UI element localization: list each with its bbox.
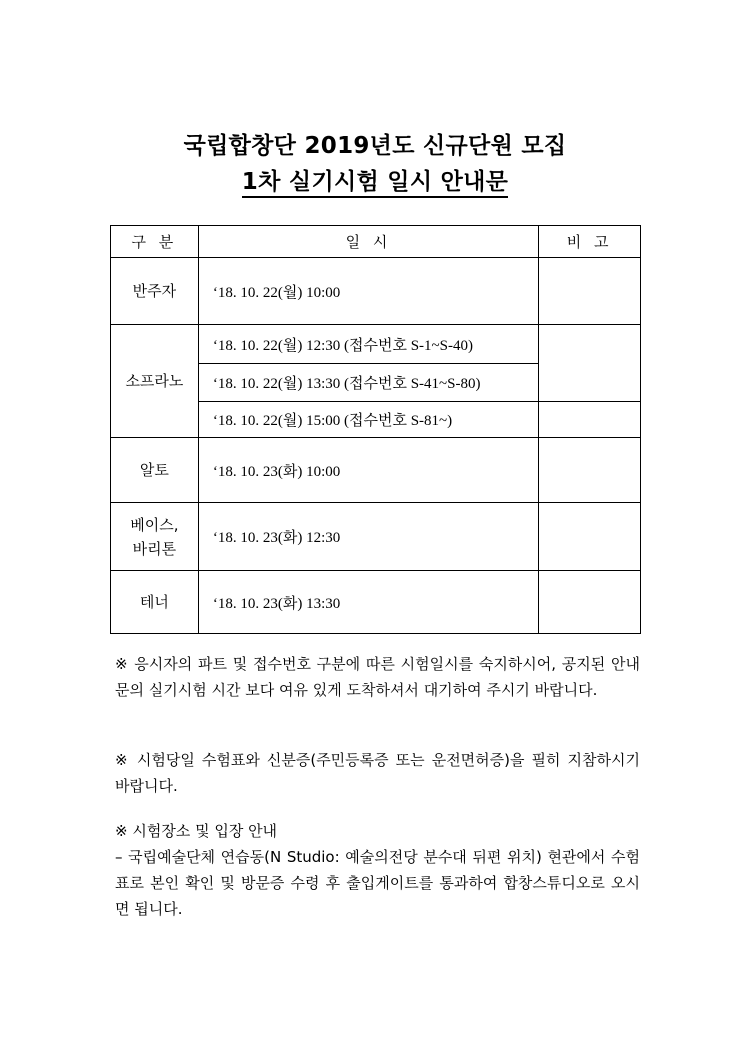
header-datetime: 일 시 — [198, 226, 538, 258]
remarks-cell — [539, 503, 641, 571]
remarks-cell — [539, 258, 641, 325]
part-soprano: 소프라노 — [111, 325, 199, 438]
datetime-cell: ‘18. 10. 22(월) 13:30 (접수번호 S-41~S-80) — [198, 364, 538, 402]
table-row — [111, 571, 641, 634]
remarks-cell — [539, 438, 641, 503]
remarks-cell — [539, 402, 641, 438]
datetime-cell: ‘18. 10. 23(화) 12:30 — [198, 503, 538, 571]
table-header-row — [111, 226, 641, 258]
page-subtitle: 1차 실기시험 일시 안내문 — [0, 163, 750, 196]
datetime-cell: ‘18. 10. 22(월) 15:00 (접수번호 S-81~) — [198, 402, 538, 438]
table-row — [111, 325, 641, 364]
part-accompanist: 반주자 — [111, 258, 199, 325]
schedule-table — [110, 225, 641, 634]
note-venue — [115, 818, 640, 922]
datetime-cell: ‘18. 10. 23(화) 13:30 — [198, 571, 538, 634]
remarks-cell — [539, 571, 641, 634]
datetime-cell: ‘18. 10. 22(월) 10:00 — [198, 258, 538, 325]
table-row — [111, 258, 641, 325]
note-venue-title: ※ 시험장소 및 입장 안내 — [115, 822, 278, 840]
table-row — [111, 438, 641, 503]
note-venue-body: – 국립예술단체 연습동(N Studio: 예술의전당 분수대 뒤편 위치) 현관에서 수험표로 본인 확인 및 방문증 수령 후 출입게이트를 통과하여 합창스튜디오로 오시면 됩니다. — [115, 848, 640, 918]
table-row — [111, 503, 641, 571]
part-bass-baritone: 베이스, 바리톤 — [111, 503, 199, 571]
datetime-cell: ‘18. 10. 23(화) 10:00 — [198, 438, 538, 503]
part-alto: 알토 — [111, 438, 199, 503]
part-tenor: 테너 — [111, 571, 199, 634]
header-category: 구 분 — [111, 226, 199, 258]
note-arrival: ※ 응시자의 파트 및 접수번호 구분에 따른 시험일시를 숙지하시어, 공지된 안내문의 실기시험 시간 보다 여유 있게 도착하셔서 대기하여 주시기 바랍니다. — [115, 655, 640, 699]
page-title: 국립합창단 2019년도 신규단원 모집 — [183, 133, 567, 159]
header-remarks: 비 고 — [539, 226, 641, 258]
datetime-cell: ‘18. 10. 22(월) 12:30 (접수번호 S-1~S-40) — [198, 325, 538, 364]
note-id-required: ※ 시험당일 수험표와 신분증(주민등록증 또는 운전면허증)을 필히 지참하시기 바랍니다. — [115, 751, 640, 795]
remarks-cell — [539, 325, 641, 402]
